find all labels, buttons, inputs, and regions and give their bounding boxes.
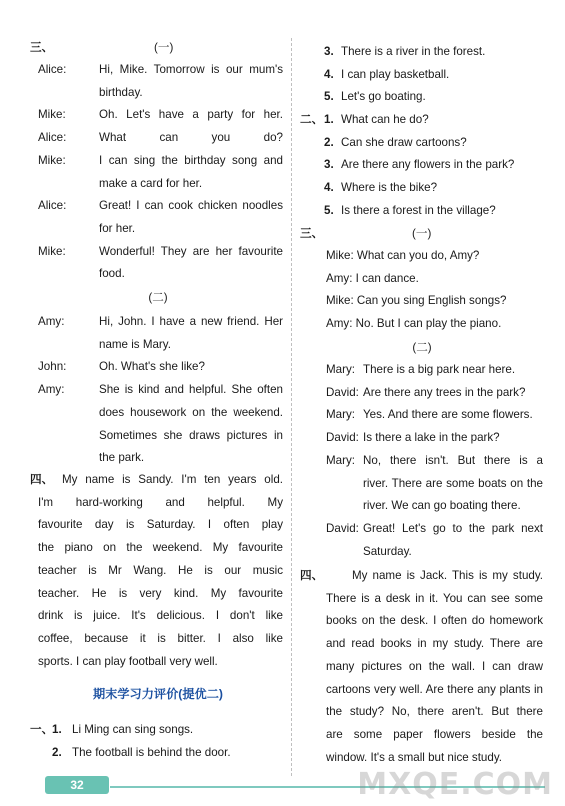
question-number: 1. bbox=[324, 113, 334, 126]
speaker-label: Alice: bbox=[38, 199, 67, 213]
dialogue-line: I can sing the birthday song and bbox=[99, 153, 283, 167]
passage-line: favourite day is Saturday. I often play bbox=[38, 518, 283, 532]
answer-text: Can she draw cartoons? bbox=[341, 135, 467, 149]
dialogue-line: What can you do? bbox=[99, 131, 283, 145]
passage-line: books on the desk. I often do homework bbox=[326, 614, 543, 628]
question-number: 4. bbox=[324, 67, 334, 81]
page-footer bbox=[0, 767, 565, 806]
passage-line: drink is juice. It's delicious. I don't like bbox=[38, 609, 283, 623]
speaker-label: Amy: bbox=[38, 383, 65, 397]
speaker-label: John: bbox=[38, 360, 67, 374]
exam-heading: 期末学习力评价(提优二) bbox=[93, 687, 223, 701]
answer-text: Is there a forest in the village? bbox=[341, 203, 496, 217]
passage-line: sports. I can play football very well. bbox=[38, 654, 218, 668]
speaker-label: Mary: bbox=[326, 363, 355, 376]
speaker-label: David: bbox=[326, 521, 359, 535]
dialogue-line: Great! Let's go to the park next bbox=[363, 521, 543, 535]
column-divider bbox=[291, 38, 292, 776]
question-number: 5. bbox=[324, 203, 334, 217]
dialogue-line: Amy: I can dance. bbox=[326, 271, 419, 285]
question-number: 4. bbox=[324, 181, 334, 195]
watermark-logo: MXQE.COM bbox=[357, 767, 553, 802]
dialogue-line: No, there isn't. But there is a bbox=[363, 453, 543, 467]
speaker-label: Mike: bbox=[38, 244, 66, 258]
passage-line: My name is Jack. This is my study. bbox=[352, 569, 543, 582]
answer-text: There is a river in the forest. bbox=[341, 45, 486, 58]
answer-text: Where is the bike? bbox=[341, 181, 438, 195]
dialogue-line: Sometimes she draws pictures in bbox=[99, 428, 283, 442]
section-3-label: 三、 bbox=[30, 41, 54, 54]
subsection-1-label-right: (一) bbox=[412, 227, 432, 240]
section-4-label-right: 四、 bbox=[300, 569, 324, 582]
dialogue-line: Oh. Let's have a party for her. bbox=[99, 108, 283, 122]
question-number: 2. bbox=[324, 135, 334, 149]
answer-text: Let's go boating. bbox=[341, 90, 426, 104]
question-number: 1. bbox=[52, 723, 62, 736]
page-number: 32 bbox=[45, 776, 109, 794]
question-number: 2. bbox=[52, 745, 62, 759]
speaker-label: Mary: bbox=[326, 453, 355, 467]
speaker-label: Alice: bbox=[38, 63, 67, 76]
dialogue-line: Yes. And there are some flowers. bbox=[363, 408, 533, 422]
speaker-label: Amy: bbox=[38, 315, 65, 328]
answer-text: Are there any flowers in the park? bbox=[341, 158, 515, 172]
passage-line: I'm hard-working and helpful. My bbox=[38, 495, 283, 509]
dialogue-line: Amy: No. But I can play the piano. bbox=[326, 317, 502, 331]
dialogue-line: river. We can go boating there. bbox=[363, 499, 521, 513]
answer-text: Li Ming can sing songs. bbox=[72, 723, 194, 736]
subsection-2-label: (二) bbox=[148, 291, 168, 304]
passage-line: My name is Sandy. I'm ten years old. bbox=[62, 473, 283, 486]
subsection-2-label-right: (二) bbox=[412, 341, 432, 354]
answer-text: What can he do? bbox=[341, 113, 429, 126]
answer-text: The football is behind the door. bbox=[72, 745, 231, 759]
dialogue-line: Great! I can cook chicken noodles bbox=[99, 199, 283, 213]
answer-text: I can play basketball. bbox=[341, 67, 450, 81]
dialogue-line: Mike: What can you do, Amy? bbox=[326, 249, 480, 262]
speaker-label: Alice: bbox=[38, 131, 67, 145]
passage-line: teacher. He is very kind. My favourite bbox=[38, 586, 283, 600]
passage-line: and read books in my study. There are bbox=[326, 637, 543, 651]
dialogue-line: Oh. What's she like? bbox=[99, 360, 205, 374]
dialogue-line: Hi, Mike. Tomorrow is our mum's bbox=[99, 63, 283, 76]
dialogue-line: river. There are some boats on the bbox=[363, 476, 543, 490]
passage-line: teacher is Mr Wang. He is our music bbox=[38, 563, 283, 577]
section-1-label: 一、 bbox=[30, 723, 54, 736]
passage-line: window. It's a small but nice study. bbox=[326, 750, 502, 764]
dialogue-line: make a card for her. bbox=[99, 176, 203, 190]
speaker-label: David: bbox=[326, 431, 359, 445]
passage-line: many pictures on the wall. I can draw bbox=[326, 659, 543, 673]
question-number: 3. bbox=[324, 45, 334, 58]
question-number: 3. bbox=[324, 158, 334, 172]
subsection-1-label: (一) bbox=[154, 41, 174, 54]
dialogue-line: Hi, John. I have a new friend. Her bbox=[99, 315, 283, 328]
dialogue-line: Is there a lake in the park? bbox=[363, 431, 500, 445]
section-4-label: 四、 bbox=[30, 473, 54, 486]
passage-line: cartoons very well. Are there any plants in bbox=[326, 682, 543, 696]
section-2-label: 二、 bbox=[300, 113, 324, 126]
dialogue-line: Wonderful! They are her favourite bbox=[99, 244, 283, 258]
dialogue-line: There is a big park near here. bbox=[363, 363, 516, 376]
dialogue-line: the park. bbox=[99, 451, 145, 465]
passage-line: There is a desk in it. You can see some bbox=[326, 591, 543, 605]
dialogue-line: birthday. bbox=[99, 85, 143, 99]
dialogue-line: She is kind and helpful. She often bbox=[99, 383, 283, 397]
dialogue-line: Saturday. bbox=[363, 544, 412, 558]
passage-line: coffee, because it is bitter. I also like bbox=[38, 631, 283, 645]
dialogue-line: food. bbox=[99, 267, 125, 281]
dialogue-line: Mike: Can you sing English songs? bbox=[326, 294, 507, 308]
speaker-label: Mike: bbox=[38, 153, 66, 167]
passage-line: the piano on the weekend. My favourite bbox=[38, 541, 283, 555]
passage-line: are some paper flowers beside the bbox=[326, 727, 543, 741]
dialogue-line: does housework on the weekend. bbox=[99, 405, 283, 419]
speaker-label: Mary: bbox=[326, 408, 355, 422]
question-number: 5. bbox=[324, 90, 334, 104]
passage-line: the study? No, there aren't. But there bbox=[326, 705, 543, 719]
dialogue-line: for her. bbox=[99, 221, 136, 235]
section-3-label-right: 三、 bbox=[300, 227, 324, 240]
dialogue-line: name is Mary. bbox=[99, 337, 171, 351]
speaker-label: Mike: bbox=[38, 108, 66, 122]
dialogue-line: Are there any trees in the park? bbox=[363, 385, 526, 399]
speaker-label: David: bbox=[326, 385, 359, 399]
